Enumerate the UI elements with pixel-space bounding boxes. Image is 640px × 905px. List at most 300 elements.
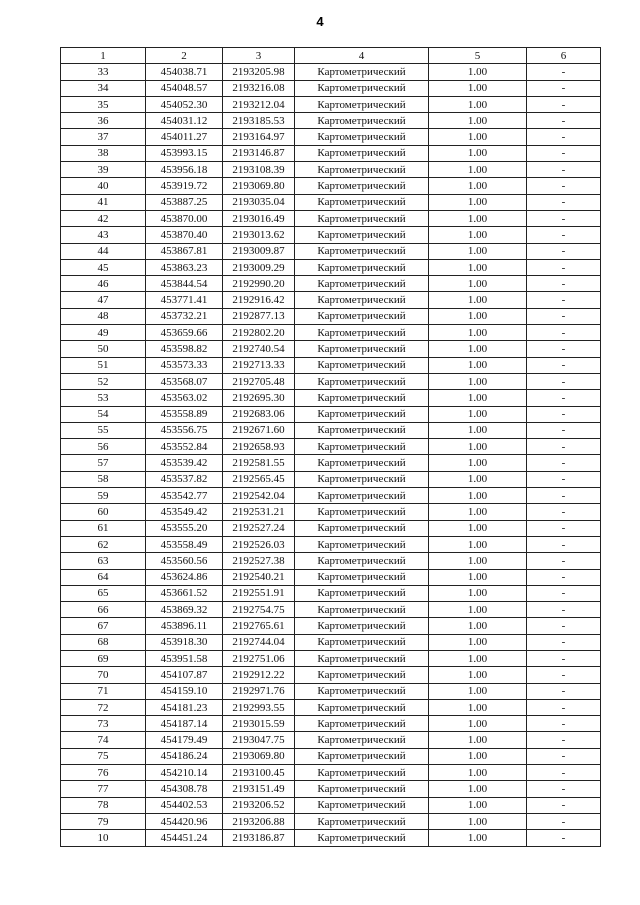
table-row [61,520,601,536]
point-number-cell: 56 [61,439,146,455]
table-row [61,667,601,683]
table-row [61,553,601,569]
table-row [61,634,601,650]
x-coordinate-cell: 453896.11 [146,618,223,634]
table-row [61,162,601,178]
y-coordinate-cell: 2192877.13 [223,308,295,324]
table-row [61,455,601,471]
accuracy-cell: 1.00 [429,732,527,748]
table-row [61,781,601,797]
x-coordinate-cell: 454031.12 [146,113,223,129]
y-coordinate-cell: 2193205.98 [223,64,295,80]
accuracy-cell: 1.00 [429,650,527,666]
page-number: 4 [316,14,324,29]
y-coordinate-cell: 2192751.06 [223,650,295,666]
description-cell: - [527,357,601,373]
point-number-cell: 58 [61,471,146,487]
coordinates-table [60,47,601,847]
y-coordinate-cell: 2193069.80 [223,178,295,194]
y-coordinate-cell: 2193206.88 [223,813,295,829]
point-number-cell: 46 [61,276,146,292]
point-number-cell: 71 [61,683,146,699]
table-row [61,748,601,764]
accuracy-cell: 1.00 [429,259,527,275]
description-cell: - [527,80,601,96]
table-row [61,618,601,634]
accuracy-cell: 1.00 [429,227,527,243]
point-number-cell: 49 [61,325,146,341]
table-row [61,830,601,846]
table-row [61,96,601,112]
y-coordinate-cell: 2192740.54 [223,341,295,357]
accuracy-cell: 1.00 [429,178,527,194]
method-cell: Картометрический [295,210,429,226]
method-cell: Картометрический [295,569,429,585]
x-coordinate-cell: 453993.15 [146,145,223,161]
accuracy-cell: 1.00 [429,194,527,210]
accuracy-cell: 1.00 [429,341,527,357]
y-coordinate-cell: 2192531.21 [223,504,295,520]
accuracy-cell: 1.00 [429,471,527,487]
description-cell: - [527,536,601,552]
accuracy-cell: 1.00 [429,488,527,504]
description-cell: - [527,276,601,292]
point-number-cell: 66 [61,602,146,618]
y-coordinate-cell: 2192527.24 [223,520,295,536]
x-coordinate-cell: 453537.82 [146,471,223,487]
y-coordinate-cell: 2192744.04 [223,634,295,650]
y-coordinate-cell: 2193108.39 [223,162,295,178]
x-coordinate-cell: 454048.57 [146,80,223,96]
point-number-cell: 35 [61,96,146,112]
y-coordinate-cell: 2192683.06 [223,406,295,422]
y-coordinate-cell: 2193009.87 [223,243,295,259]
description-cell: - [527,520,601,536]
accuracy-cell: 1.00 [429,634,527,650]
method-cell: Картометрический [295,325,429,341]
x-coordinate-cell: 453867.81 [146,243,223,259]
y-coordinate-cell: 2192581.55 [223,455,295,471]
accuracy-cell: 1.00 [429,716,527,732]
accuracy-cell: 1.00 [429,80,527,96]
method-cell: Картометрический [295,520,429,536]
point-number-cell: 33 [61,64,146,80]
method-cell: Картометрический [295,373,429,389]
point-number-cell: 59 [61,488,146,504]
method-cell: Картометрический [295,765,429,781]
description-cell: - [527,650,601,666]
accuracy-cell: 1.00 [429,113,527,129]
x-coordinate-cell: 453918.30 [146,634,223,650]
y-coordinate-cell: 2192990.20 [223,276,295,292]
method-cell: Картометрический [295,748,429,764]
method-cell: Картометрический [295,145,429,161]
table-row [61,341,601,357]
accuracy-cell: 1.00 [429,276,527,292]
table-row [61,64,601,80]
point-number-cell: 68 [61,634,146,650]
table-row [61,732,601,748]
accuracy-cell: 1.00 [429,553,527,569]
x-coordinate-cell: 453560.56 [146,553,223,569]
point-number-cell: 10 [61,830,146,846]
accuracy-cell: 1.00 [429,667,527,683]
x-coordinate-cell: 453563.02 [146,390,223,406]
x-coordinate-cell: 453558.89 [146,406,223,422]
accuracy-cell: 1.00 [429,145,527,161]
accuracy-cell: 1.00 [429,683,527,699]
table-row [61,145,601,161]
accuracy-cell: 1.00 [429,162,527,178]
table-row [61,308,601,324]
method-cell: Картометрический [295,618,429,634]
method-cell: Картометрический [295,536,429,552]
point-number-cell: 75 [61,748,146,764]
description-cell: - [527,667,601,683]
y-coordinate-cell: 2192551.91 [223,585,295,601]
table-row [61,471,601,487]
x-coordinate-cell: 453542.77 [146,488,223,504]
accuracy-cell: 1.00 [429,781,527,797]
table-row [61,585,601,601]
x-coordinate-cell: 454402.53 [146,797,223,813]
column-header-4: 4 [295,48,429,64]
accuracy-cell: 1.00 [429,422,527,438]
table-row [61,422,601,438]
description-cell: - [527,406,601,422]
description-cell: - [527,830,601,846]
description-cell: - [527,683,601,699]
point-number-cell: 70 [61,667,146,683]
x-coordinate-cell: 453887.25 [146,194,223,210]
y-coordinate-cell: 2192916.42 [223,292,295,308]
point-number-cell: 55 [61,422,146,438]
method-cell: Картометрический [295,64,429,80]
description-cell: - [527,471,601,487]
accuracy-cell: 1.00 [429,439,527,455]
x-coordinate-cell: 454052.30 [146,96,223,112]
method-cell: Картометрический [295,96,429,112]
x-coordinate-cell: 453552.84 [146,439,223,455]
x-coordinate-cell: 453624.86 [146,569,223,585]
table-row [61,194,601,210]
x-coordinate-cell: 453732.21 [146,308,223,324]
method-cell: Картометрический [295,80,429,96]
accuracy-cell: 1.00 [429,765,527,781]
y-coordinate-cell: 2192526.03 [223,536,295,552]
table-row [61,113,601,129]
method-cell: Картометрический [295,797,429,813]
point-number-cell: 79 [61,813,146,829]
y-coordinate-cell: 2193047.75 [223,732,295,748]
x-coordinate-cell: 454420.96 [146,813,223,829]
description-cell: - [527,797,601,813]
description-cell: - [527,422,601,438]
accuracy-cell: 1.00 [429,748,527,764]
y-coordinate-cell: 2192671.60 [223,422,295,438]
method-cell: Картометрический [295,129,429,145]
table-row [61,536,601,552]
accuracy-cell: 1.00 [429,569,527,585]
x-coordinate-cell: 453549.42 [146,504,223,520]
point-number-cell: 72 [61,699,146,715]
y-coordinate-cell: 2192765.61 [223,618,295,634]
method-cell: Картометрический [295,259,429,275]
accuracy-cell: 1.00 [429,243,527,259]
method-cell: Картометрический [295,439,429,455]
accuracy-cell: 1.00 [429,520,527,536]
accuracy-cell: 1.00 [429,96,527,112]
description-cell: - [527,634,601,650]
method-cell: Картометрический [295,422,429,438]
x-coordinate-cell: 453568.07 [146,373,223,389]
method-cell: Картометрический [295,357,429,373]
y-coordinate-cell: 2193013.62 [223,227,295,243]
description-cell: - [527,602,601,618]
table-row [61,178,601,194]
accuracy-cell: 1.00 [429,292,527,308]
accuracy-cell: 1.00 [429,325,527,341]
method-cell: Картометрический [295,113,429,129]
table-row [61,439,601,455]
method-cell: Картометрический [295,341,429,357]
method-cell: Картометрический [295,292,429,308]
accuracy-cell: 1.00 [429,406,527,422]
table-row [61,80,601,96]
x-coordinate-cell: 453556.75 [146,422,223,438]
method-cell: Картометрический [295,781,429,797]
y-coordinate-cell: 2192971.76 [223,683,295,699]
table-row [61,276,601,292]
description-cell: - [527,732,601,748]
description-cell: - [527,618,601,634]
table-row [61,357,601,373]
accuracy-cell: 1.00 [429,585,527,601]
method-cell: Картометрический [295,602,429,618]
accuracy-cell: 1.00 [429,830,527,846]
description-cell: - [527,210,601,226]
x-coordinate-cell: 454210.14 [146,765,223,781]
accuracy-cell: 1.00 [429,618,527,634]
table-row [61,210,601,226]
method-cell: Картометрический [295,308,429,324]
point-number-cell: 54 [61,406,146,422]
accuracy-cell: 1.00 [429,129,527,145]
accuracy-cell: 1.00 [429,357,527,373]
point-number-cell: 61 [61,520,146,536]
description-cell: - [527,569,601,585]
y-coordinate-cell: 2192705.48 [223,373,295,389]
x-coordinate-cell: 453863.23 [146,259,223,275]
accuracy-cell: 1.00 [429,308,527,324]
table-row [61,243,601,259]
point-number-cell: 48 [61,308,146,324]
method-cell: Картометрический [295,683,429,699]
method-cell: Картометрический [295,488,429,504]
accuracy-cell: 1.00 [429,373,527,389]
accuracy-cell: 1.00 [429,536,527,552]
description-cell: - [527,145,601,161]
point-number-cell: 50 [61,341,146,357]
point-number-cell: 57 [61,455,146,471]
description-cell: - [527,96,601,112]
point-number-cell: 67 [61,618,146,634]
x-coordinate-cell: 453869.32 [146,602,223,618]
table-body [61,64,601,846]
point-number-cell: 52 [61,373,146,389]
y-coordinate-cell: 2193185.53 [223,113,295,129]
description-cell: - [527,504,601,520]
method-cell: Картометрический [295,813,429,829]
accuracy-cell: 1.00 [429,504,527,520]
table-row [61,602,601,618]
column-header-5: 5 [429,48,527,64]
point-number-cell: 43 [61,227,146,243]
point-number-cell: 64 [61,569,146,585]
description-cell: - [527,373,601,389]
column-header-3: 3 [223,48,295,64]
method-cell: Картометрический [295,732,429,748]
point-number-cell: 74 [61,732,146,748]
description-cell: - [527,455,601,471]
y-coordinate-cell: 2193015.59 [223,716,295,732]
method-cell: Картометрический [295,276,429,292]
method-cell: Картометрический [295,227,429,243]
y-coordinate-cell: 2193151.49 [223,781,295,797]
y-coordinate-cell: 2193216.08 [223,80,295,96]
table-row [61,406,601,422]
x-coordinate-cell: 453573.33 [146,357,223,373]
point-number-cell: 53 [61,390,146,406]
x-coordinate-cell: 453951.58 [146,650,223,666]
x-coordinate-cell: 453919.72 [146,178,223,194]
x-coordinate-cell: 453539.42 [146,455,223,471]
point-number-cell: 51 [61,357,146,373]
y-coordinate-cell: 2193035.04 [223,194,295,210]
y-coordinate-cell: 2192540.21 [223,569,295,585]
description-cell: - [527,488,601,504]
description-cell: - [527,699,601,715]
point-number-cell: 63 [61,553,146,569]
description-cell: - [527,585,601,601]
method-cell: Картометрический [295,699,429,715]
y-coordinate-cell: 2193186.87 [223,830,295,846]
y-coordinate-cell: 2192993.55 [223,699,295,715]
description-cell: - [527,64,601,80]
x-coordinate-cell: 453771.41 [146,292,223,308]
accuracy-cell: 1.00 [429,797,527,813]
description-cell: - [527,178,601,194]
point-number-cell: 44 [61,243,146,259]
point-number-cell: 42 [61,210,146,226]
column-header-6: 6 [527,48,601,64]
method-cell: Картометрический [295,667,429,683]
table-row [61,259,601,275]
description-cell: - [527,553,601,569]
point-number-cell: 47 [61,292,146,308]
column-header-2: 2 [146,48,223,64]
point-number-cell: 76 [61,765,146,781]
description-cell: - [527,748,601,764]
table-row [61,504,601,520]
point-number-cell: 41 [61,194,146,210]
method-cell: Картометрический [295,504,429,520]
table-row [61,650,601,666]
y-coordinate-cell: 2192713.33 [223,357,295,373]
y-coordinate-cell: 2192658.93 [223,439,295,455]
method-cell: Картометрический [295,585,429,601]
x-coordinate-cell: 454187.14 [146,716,223,732]
description-cell: - [527,341,601,357]
accuracy-cell: 1.00 [429,390,527,406]
description-cell: - [527,113,601,129]
table-row [61,292,601,308]
point-number-cell: 73 [61,716,146,732]
method-cell: Картометрический [295,194,429,210]
table-row [61,716,601,732]
point-number-cell: 65 [61,585,146,601]
table-row [61,683,601,699]
y-coordinate-cell: 2193100.45 [223,765,295,781]
method-cell: Картометрический [295,390,429,406]
description-cell: - [527,243,601,259]
table-row [61,765,601,781]
y-coordinate-cell: 2192754.75 [223,602,295,618]
point-number-cell: 37 [61,129,146,145]
table-header-row [61,48,601,64]
description-cell: - [527,325,601,341]
y-coordinate-cell: 2193164.97 [223,129,295,145]
accuracy-cell: 1.00 [429,64,527,80]
point-number-cell: 62 [61,536,146,552]
x-coordinate-cell: 454159.10 [146,683,223,699]
x-coordinate-cell: 453661.52 [146,585,223,601]
method-cell: Картометрический [295,650,429,666]
description-cell: - [527,716,601,732]
accuracy-cell: 1.00 [429,455,527,471]
x-coordinate-cell: 454186.24 [146,748,223,764]
x-coordinate-cell: 454038.71 [146,64,223,80]
x-coordinate-cell: 453870.40 [146,227,223,243]
table-row [61,373,601,389]
x-coordinate-cell: 454181.23 [146,699,223,715]
table-row [61,813,601,829]
accuracy-cell: 1.00 [429,699,527,715]
x-coordinate-cell: 454107.87 [146,667,223,683]
column-header-1: 1 [61,48,146,64]
y-coordinate-cell: 2192565.45 [223,471,295,487]
x-coordinate-cell: 454011.27 [146,129,223,145]
point-number-cell: 39 [61,162,146,178]
y-coordinate-cell: 2192912.22 [223,667,295,683]
y-coordinate-cell: 2192695.30 [223,390,295,406]
table-row [61,569,601,585]
y-coordinate-cell: 2192542.04 [223,488,295,504]
table-row [61,390,601,406]
y-coordinate-cell: 2193206.52 [223,797,295,813]
point-number-cell: 40 [61,178,146,194]
y-coordinate-cell: 2192802.20 [223,325,295,341]
method-cell: Картометрический [295,471,429,487]
table-row [61,797,601,813]
table-row [61,227,601,243]
y-coordinate-cell: 2193009.29 [223,259,295,275]
x-coordinate-cell: 453844.54 [146,276,223,292]
description-cell: - [527,194,601,210]
x-coordinate-cell: 454451.24 [146,830,223,846]
accuracy-cell: 1.00 [429,210,527,226]
method-cell: Картометрический [295,634,429,650]
